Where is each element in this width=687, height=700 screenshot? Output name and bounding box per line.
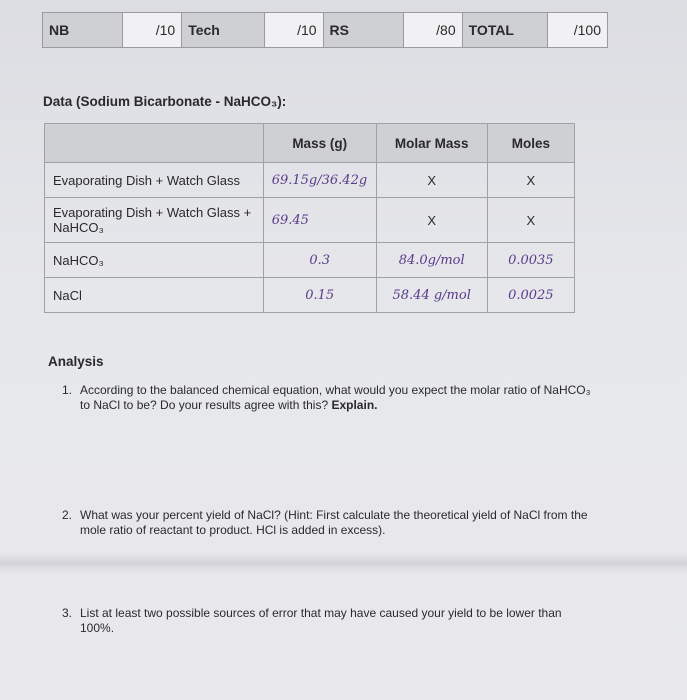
score-table: [42, 12, 608, 48]
mass-value: 0.3: [263, 243, 376, 278]
question-3: [62, 606, 602, 636]
score-label-nb: NB: [43, 13, 123, 48]
mass-value: 69.15g/36.42g: [263, 163, 376, 198]
question-number: 3.: [62, 606, 73, 620]
table-row: [45, 243, 575, 278]
score-label-tech: Tech: [182, 13, 264, 48]
col-header-item: [45, 124, 264, 163]
row-label: NaHCO₃: [45, 243, 264, 278]
col-header-moles: Moles: [487, 124, 574, 163]
moles-value: 0.0035: [487, 243, 574, 278]
score-max-tech: /10: [264, 13, 323, 48]
molar-mass-value: X: [376, 198, 487, 243]
data-table: [44, 123, 575, 313]
question-text: What was your percent yield of NaCl? (Hint: First calculate the theoretical yield of NaCl from the mole ratio of reactant to product. HCl is added in excess).: [80, 508, 588, 537]
table-row: [45, 198, 575, 243]
molar-mass-value: X: [376, 163, 487, 198]
mass-value: 0.15: [263, 278, 376, 313]
score-label-rs: RS: [323, 13, 403, 48]
moles-value: X: [487, 198, 574, 243]
question-number: 2.: [62, 508, 73, 522]
data-heading: Data (Sodium Bicarbonate - NaHCO₃):: [43, 94, 287, 109]
question-2: [62, 508, 602, 538]
col-header-molar-mass: Molar Mass: [376, 124, 487, 163]
molar-mass-value: 84.0g/mol: [376, 243, 487, 278]
analysis-heading: Analysis: [48, 354, 104, 369]
row-label: Evaporating Dish + Watch Glass + NaHCO₃: [45, 198, 264, 243]
score-label-total: TOTAL: [462, 13, 547, 48]
page-fold-shadow: [0, 552, 687, 574]
question-text: List at least two possible sources of error that may have caused your yield to be lower than 100%.: [80, 606, 562, 635]
score-max-total: /100: [547, 13, 607, 48]
score-max-rs: /80: [403, 13, 462, 48]
question-emphasis: Explain.: [331, 398, 378, 412]
moles-value: X: [487, 163, 574, 198]
question-number: 1.: [62, 383, 73, 397]
question-1: [62, 383, 602, 413]
table-row: [45, 278, 575, 313]
score-max-nb: /10: [123, 13, 182, 48]
row-label: NaCl: [45, 278, 264, 313]
molar-mass-value: 58.44 g/mol: [376, 278, 487, 313]
row-label: Evaporating Dish + Watch Glass: [45, 163, 264, 198]
moles-value: 0.0025: [487, 278, 574, 313]
question-text: According to the balanced chemical equation, what would you expect the molar ratio of NaHCO₃ to NaCl to be? Do your results agree with this?: [80, 383, 591, 412]
table-row: [45, 163, 575, 198]
mass-value: 69.45: [263, 198, 376, 243]
col-header-mass: Mass (g): [263, 124, 376, 163]
